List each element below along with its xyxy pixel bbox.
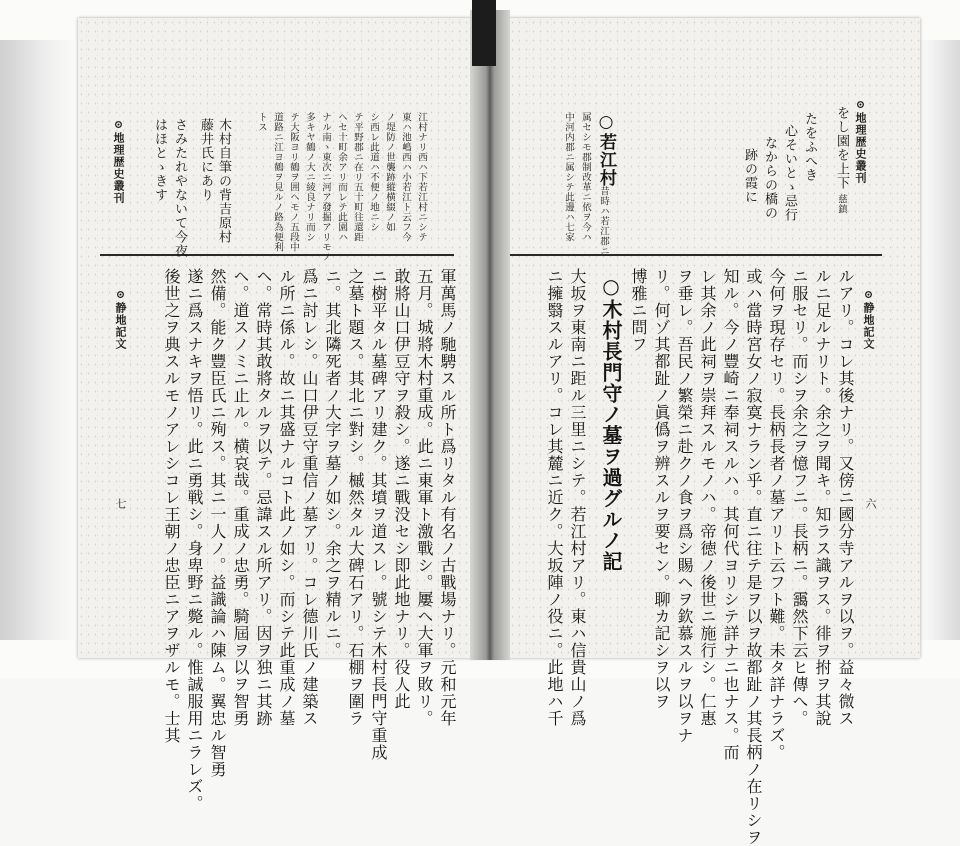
right-upper-lead: をし園を上下	[834, 106, 849, 190]
left-upper-col-10: 道路ニ江ヨ鶴ヲ見ルノ路為便利	[272, 112, 283, 252]
right-page-header: ⊙静地記文	[862, 288, 875, 350]
left-upper-col-8: 多キヤ鶴ノ大ニ綾良ナリ而シ	[304, 112, 315, 242]
left-page-number: 七	[114, 498, 127, 510]
right-body-col-6: 知ル。今ノ豐崎ニ奉祠スルハ。其何代ヨリシテ詳ナニ也ナス。而	[721, 268, 740, 761]
right-body-col-5: 或ハ當時宮女ノ寂寞ナラン乎。直ニ往テ是ヲ以ヲ故都趾ノ其長柄ノ在リシヲ	[744, 268, 763, 846]
right-body-col-4: 今何ヲ現存セリ。長柄長者ノ墓アリト云フト難。未タ詳ナラズ。	[767, 268, 786, 761]
poem-line-1: たをふへき	[802, 112, 817, 182]
left-body-col-2: 五月。城將木村重成。此ニ東軍ト激戰シ。屢ヘ大軍ヲ敗リ。	[415, 268, 434, 727]
right-body-col-1: ルアリ。コレ其後ナリ。又傍ニ國分寺アルヲ以ヲ。益々微ス	[836, 268, 855, 727]
section-col-2: 属セシモ郡制改革ニ依ヲ今ハ	[580, 112, 591, 242]
section-heading-wakae: ○若江村	[596, 112, 616, 187]
right-body-col-10: 博雅ニ問フ	[629, 268, 648, 353]
right-body-col-2: ルニ足ルナリト。余之ヲ聞キ。知ラス識ヲス。徘ヲ拊ヲ其說	[813, 268, 832, 727]
left-upper-col-6: ヘセ十町余アリ而レテ此園ハ	[336, 112, 347, 242]
poem-line-2: 心そいとゝ忌行	[782, 124, 797, 222]
left-upper-poem-1: さみたれやないて今夜	[172, 118, 187, 258]
right-page-number: 六	[864, 498, 877, 510]
left-page-header: ⊙静地記文	[114, 288, 127, 350]
left-edge-shadow	[0, 40, 78, 640]
left-upper-col-3: ノ堤防ノ世襲跡縱横綴ノ如	[384, 112, 395, 232]
poem-line-4: 跡の霞に	[742, 148, 757, 204]
book-gutter	[470, 10, 510, 660]
left-upper-col-2: 東ハ池嶋西ハ小若江ト云フ今	[400, 112, 411, 242]
left-upper-col-4: シ西レ此道ハ不便ノ地ニシ	[368, 112, 379, 232]
article-col-1: 大坂ヲ東南ニ距ル三里ニシテ。若江村アリ。東ハ信貴山ノ爲	[568, 268, 587, 727]
bookmark-ribbon	[472, 0, 496, 66]
right-upper-header: ⊙地理歴史叢刊	[854, 98, 867, 184]
left-body-col-10: ヘ。道スノミニ止ル。横哀哉。重成ノ忠勇。騎屆ヲ以ヲ智勇	[231, 268, 250, 727]
section-col-3: 中河内郡ニ属シテ此邊ハ七家	[563, 112, 574, 242]
poem-line-3: なからの橋の	[762, 136, 777, 220]
right-body-col-9: リ。何ゾ其都趾ノ眞僞ヲ辨スルヲ要セン。聊カ記シヲ以ヲ	[652, 268, 671, 710]
left-body-col-13: 後世之ヲ典スルモノアレシコレ王朝ノ忠臣ニアヲザルモ。士其	[162, 268, 181, 744]
left-page-divider-rule	[100, 254, 454, 256]
right-body-col-7: レ其余ノ此祠ヲ崇拜スルモノハ。帝徳ノ後世ニ施行シ。仁惠	[698, 268, 717, 727]
left-body-col-11: 然備。能ク豐臣氏ニ殉ス。其ニ一人ノ。益識論ハ陳ム。翼忠ル智勇	[208, 268, 227, 778]
left-body-col-1: 軍萬馬ノ馳騁スル所ト爲リタル有名ノ古戰場ナリ。元和元年	[438, 268, 457, 727]
left-body-col-6: ニ。其北隣死者ノ大字ヲ墓ノ如シ。余之ヲ精ルニ。	[323, 268, 342, 659]
left-body-col-5: 之墓ト題ス。其北ニ對シ。槭然タル大碑石アリ。石棚ヲ圍ラ	[346, 268, 365, 727]
left-upper-poem-2: はほとゝきす	[152, 118, 167, 202]
left-upper-col-9: テ大阪ヨリ鶴ヲ囲ヘモノ五段中	[288, 112, 299, 252]
left-upper-col-5: テ平野郡ニ在リ五十町往還距	[352, 112, 363, 242]
left-upper-note-1: 木村自筆の背吉原村	[216, 118, 231, 244]
right-body-col-8: ヲ垂レ。吾民ノ繁榮ニ赴クノ食ヲ爲シ賜ヘヲ欽慕スルヲ以ヲナ	[675, 268, 694, 744]
left-body-col-12: 遂ニ爲スナキヲ悟リ。此ニ勇戦シ。身卑野ニ斃ル。惟誠服用ニラレズ。	[185, 268, 204, 812]
left-upper-col-7: ナル南ヽ東次ニ河ア發掘アリモノ	[320, 112, 331, 262]
left-upper-note-2: 藤井氏にあり	[198, 118, 213, 202]
left-body-col-3: 敢將山口伊豆守ヲ殺シ。遂ニ戰没セシ即此地ナリ。役人此	[392, 268, 411, 710]
left-body-col-9: ヘ。常時其敢將タルヲ以テ。忌諱スル所アリ。因ヲ独ニ其跡	[254, 268, 273, 727]
section-col-1: 昔時ハ若江郡ニ	[598, 186, 609, 256]
right-upper-lead-note: 慈鎮	[836, 194, 847, 214]
right-page-divider-rule	[510, 254, 882, 256]
left-body-col-7: 爲ニ討レシ。山口伊豆守重信ノ墓アリ。コレ德川氏ノ建築ス	[300, 268, 319, 727]
right-body-col-3: ニ服セリ。而シヲ余之ヲ憶フニ。長柄ニ。靄然下云ヒ傳へ。	[790, 268, 809, 727]
article-title: ○木村長門守ノ墓ヲ過グルノ記	[599, 274, 623, 572]
article-col-2: ニ擁翳スルアリ。コレ其麓ニ近ク。大坂陣ノ役ニ。此地ハ千	[545, 268, 564, 727]
left-body-col-4: ニ樹平タル墓碑アリ建ク。其墳ヲ道スレ。號シテ木村長門守重成	[369, 268, 388, 761]
left-body-col-8: ル所ニ係ル。故ニ其盛ナルコト此ノ如シ。而シテ此重成ノ墓	[277, 268, 296, 727]
left-upper-col-11: トス	[256, 112, 267, 132]
left-upper-col-1: 江村ナリ西ハ下若江村ニシテ	[416, 112, 427, 242]
left-upper-header: ⊙地理歴史叢刊	[112, 118, 125, 204]
